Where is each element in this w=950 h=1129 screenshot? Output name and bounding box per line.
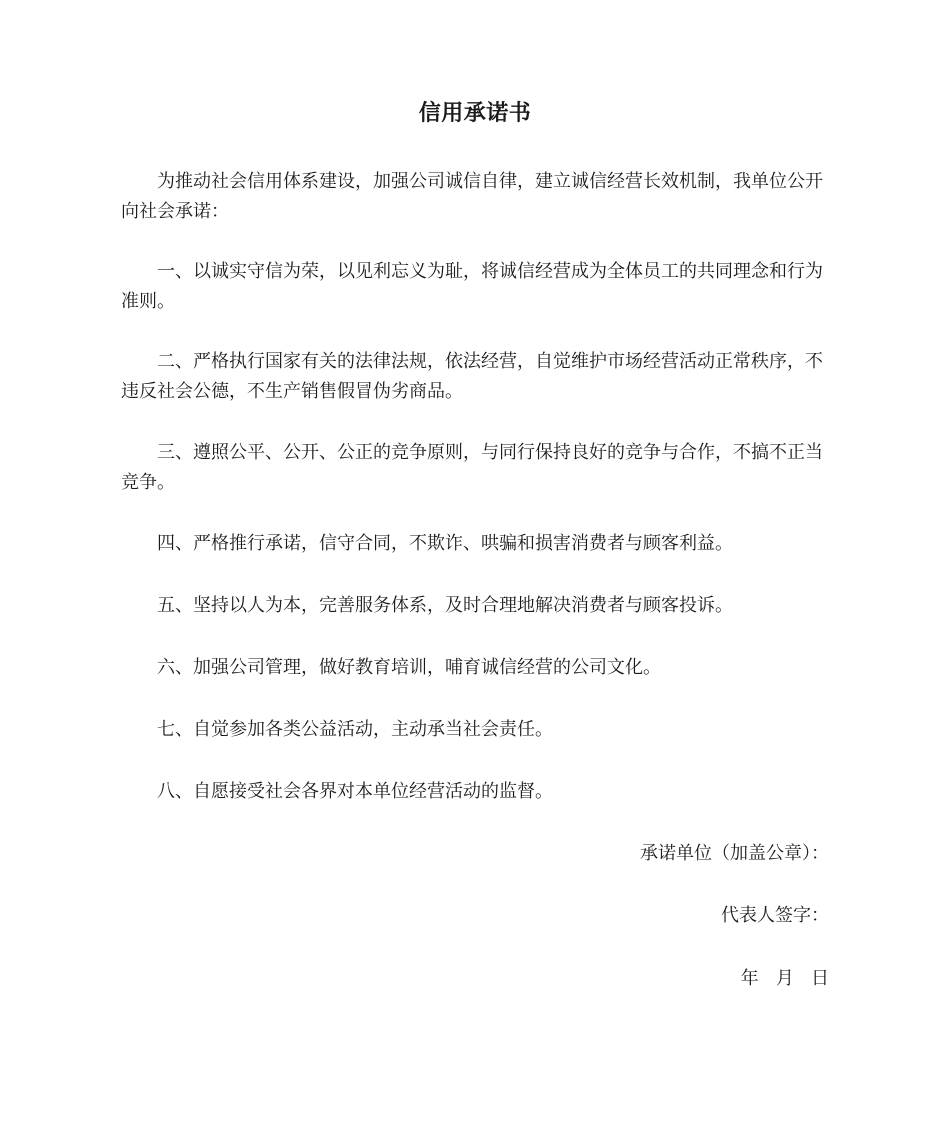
representative-signature-label: 代表人签字： bbox=[721, 905, 829, 926]
document-title: 信用承诺书 bbox=[418, 101, 532, 126]
commitment-item-4: 四、严格推行承诺，信守合同，不欺诈、哄骗和损害消费者与顾客利益。 bbox=[157, 533, 733, 554]
signing-unit-label: 承诺单位（加盖公章）： bbox=[640, 843, 829, 864]
commitment-item-2: 二、严格执行国家有关的法律法规，依法经营，自觉维护市场经营活动正常秩序，不违反社会公德，不生产销售假冒伪劣商品。 bbox=[121, 351, 823, 402]
commitment-item-3: 三、遵照公平、公开、公正的竞争原则，与同行保持良好的竞争与合作，不搞不正当竞争。 bbox=[121, 442, 823, 493]
commitment-item-5: 五、坚持以人为本，完善服务体系，及时合理地解决消费者与顾客投诉。 bbox=[157, 595, 733, 616]
intro-paragraph: 为推动社会信用体系建设，加强公司诚信自律，建立诚信经营长效机制，我单位公开向社会承诺： bbox=[121, 171, 823, 222]
commitment-item-7: 七、自觉参加各类公益活动，主动承当社会责任。 bbox=[157, 719, 553, 740]
commitment-item-1: 一、以诚实守信为荣，以见利忘义为耻，将诚信经营成为全体员工的共同理念和行为准则。 bbox=[121, 261, 823, 312]
commitment-item-6: 六、加强公司管理，做好教育培训，哺育诚信经营的公司文化。 bbox=[157, 657, 661, 678]
commitment-item-8: 八、自愿接受社会各界对本单位经营活动的监督。 bbox=[157, 781, 553, 802]
date-label: 年 月 日 bbox=[740, 968, 829, 989]
